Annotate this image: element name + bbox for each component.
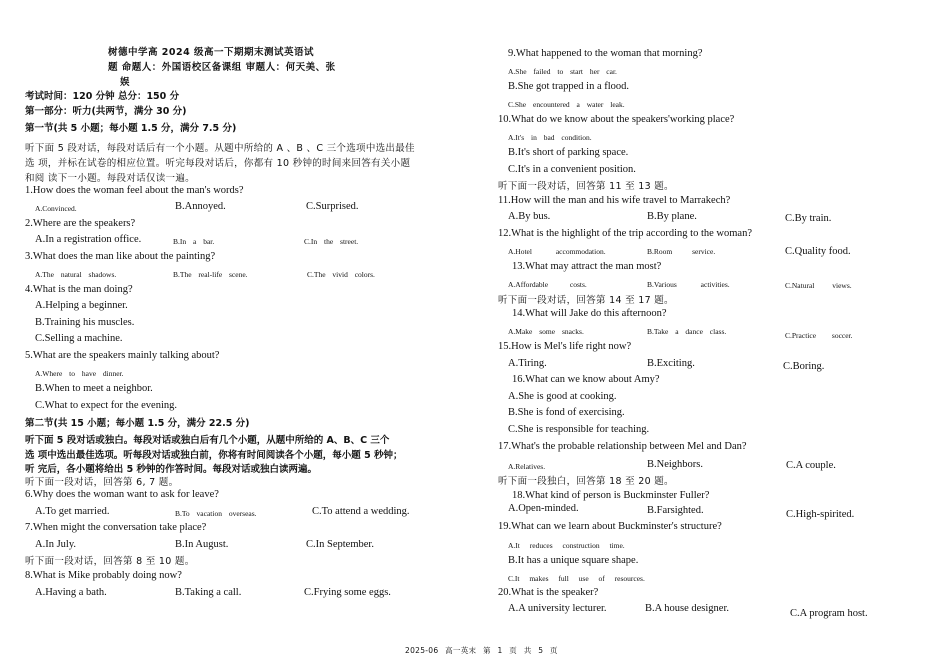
question-stem: 1.How does the woman feel about the man's words? — [25, 185, 244, 196]
question-stem: 15.How is Mel's life right now? — [498, 341, 632, 352]
option-b: B.Various activities. — [647, 280, 730, 289]
option-c: C.In the street. — [304, 237, 359, 246]
option-a: A.Convinced. — [35, 204, 77, 213]
question-stem: 11.How will the man and his wife travel to Marrakech? — [498, 195, 731, 206]
section1-instruction: 和阅 读下一小题。每段对话仅读一遍。 — [25, 173, 195, 184]
question-stem: 17.What's the probable relationship between Mel and Dan? — [498, 441, 747, 452]
option-b: B.Farsighted. — [647, 505, 704, 516]
option-b: B.She got trapped in a flood. — [508, 81, 630, 92]
option-a: A.Affordable costs. — [508, 280, 587, 289]
option-a: A.She failed to start her car. — [508, 67, 617, 76]
option-c: C.Natural views. — [785, 281, 852, 290]
option-a: A.Make some snacks. — [508, 327, 584, 336]
option-a: A.The natural shadows. — [35, 270, 117, 279]
listening-note: 听下面一段独白，回答第 18 至 20 题。 — [498, 476, 674, 487]
option-a: A.Hotel accommodation. — [508, 247, 606, 256]
question-stem: 16.What can we know about Amy? — [512, 374, 660, 385]
option-a: A.It reduces construction time. — [508, 541, 625, 550]
option-a: A.Open-minded. — [508, 503, 579, 514]
exam-title-authors-cont: 娱 — [120, 77, 131, 88]
option-a: A.Having a bath. — [35, 587, 107, 598]
option-c: C.A program host. — [790, 608, 868, 619]
option-b: B.Exciting. — [647, 358, 695, 369]
option-a: A.Tiring. — [508, 358, 547, 369]
listening-note: 听下面一段对话，回答第 11 至 13 题。 — [498, 181, 674, 192]
option-a: A.Where to have dinner. — [35, 369, 124, 378]
question-stem: 7.When might the conversation take place? — [25, 522, 207, 533]
question-stem: 14.What will Jake do this afternoon? — [512, 308, 667, 319]
option-c: C.She is responsible for teaching. — [508, 424, 650, 435]
listening-note: 听下面一段对话，回答第 14 至 17 题。 — [498, 295, 674, 306]
option-c: C.Selling a machine. — [35, 333, 123, 344]
question-stem: 13.What may attract the man most? — [512, 261, 662, 272]
option-c: C.She encountered a water leak. — [508, 100, 625, 109]
exam-info: 考试时间：120 分钟 总分：150 分 — [25, 91, 180, 102]
option-c: C.Frying some eggs. — [304, 587, 391, 598]
question-stem: 2.Where are the speakers? — [25, 218, 136, 229]
option-b: B.It's short of parking space. — [508, 147, 629, 158]
option-a: A.It's in bad condition. — [508, 133, 592, 142]
option-a: A.Helping a beginner. — [35, 300, 128, 311]
question-stem: 20.What is the speaker? — [498, 587, 599, 598]
section2-heading: 第二节(共 15 小题；每小题 1.5 分，满分 22.5 分) — [25, 418, 250, 429]
option-c: C.By train. — [785, 213, 832, 224]
option-b: B.In August. — [175, 539, 229, 550]
option-b: B.To vacation overseas. — [175, 509, 257, 518]
option-b: B.In a bar. — [173, 237, 215, 246]
option-b: B.It has a unique square shape. — [508, 555, 639, 566]
option-c: C.A couple. — [786, 460, 836, 471]
part1-heading: 第一部分：听力(共两节，满分 30 分) — [25, 106, 187, 117]
listening-note: 听下面一段对话，回答第 8 至 10 题。 — [25, 556, 195, 567]
option-c: C.Boring. — [783, 361, 825, 372]
option-b: B.Neighbors. — [647, 459, 703, 470]
option-b: B.Take a dance class. — [647, 327, 727, 336]
option-a: A.Relatives. — [508, 462, 546, 471]
option-c: C.The vivid colors. — [307, 270, 375, 279]
page-footer: 2025-06 高一英末 第 1 页 共 5 页 — [405, 646, 558, 655]
option-b: B.Annoyed. — [175, 201, 226, 212]
option-c: C.High-spirited. — [786, 509, 855, 520]
section1-instruction: 选 项，并标在试卷的相应位置。听完每段对话后，你都有 10 秒钟的时间来回答有关小题 — [25, 158, 411, 169]
section2-instruction: 选 项中选出最佳选项。听每段对话或独白前，你将有时间阅读各个小题，每小题 5 秒钟； — [25, 450, 403, 461]
question-stem: 9.What happened to the woman that morning? — [508, 48, 703, 59]
option-a: A.To get married. — [35, 506, 110, 517]
option-c: C.Quality food. — [785, 246, 851, 257]
option-c: C.Surprised. — [306, 201, 359, 212]
option-c: C.To attend a wedding. — [312, 506, 410, 517]
question-stem: 10.What do we know about the speakers'working place? — [498, 114, 735, 125]
option-b: B.The real-life scene. — [173, 270, 248, 279]
question-stem: 18.What kind of person is Buckminster Fuller? — [512, 490, 710, 501]
option-b: B.By plane. — [647, 211, 697, 222]
exam-title: 树德中学高 2024 级高一下期期末测试英语试 — [108, 47, 315, 58]
option-b: B.A house designer. — [645, 603, 729, 614]
option-c: C.Practice soccer. — [785, 331, 853, 340]
section2-instruction: 听 完后，各小题将给出 5 秒钟的作答时间。每段对话或独白读两遍。 — [25, 464, 318, 475]
option-a: A.In July. — [35, 539, 77, 550]
option-c: C.What to expect for the evening. — [35, 400, 177, 411]
option-a: A.She is good at cooking. — [508, 391, 617, 402]
option-c: C.In September. — [306, 539, 374, 550]
section2-instruction: 听下面 5 段对话或独白。每段对话或独白后有几个小题，从题中所给的 A、B、C 三个 — [25, 435, 390, 446]
question-stem: 6.Why does the woman want to ask for leave? — [25, 489, 219, 500]
question-stem: 8.What is Mike probably doing now? — [25, 570, 182, 581]
question-stem: 4.What is the man doing? — [25, 284, 133, 295]
question-stem: 5.What are the speakers mainly talking about? — [25, 350, 220, 361]
question-stem: 3.What does the man like about the painting? — [25, 251, 216, 262]
listening-note: 听下面一段对话，回答第 6, 7 题。 — [25, 477, 179, 488]
exam-title-authors: 题 命题人：外国语校区备课组 审题人：何天美、张 — [108, 62, 336, 73]
option-b: B.She is fond of exercising. — [508, 407, 625, 418]
option-b: B.Room service. — [647, 247, 716, 256]
option-b: B.When to meet a neighbor. — [35, 383, 153, 394]
option-a: A.A university lecturer. — [508, 603, 607, 614]
section1-heading: 第一节(共 5 小题；每小题 1.5 分，满分 7.5 分) — [25, 123, 237, 134]
option-a: A.In a registration office. — [35, 234, 142, 245]
section1-instruction: 听下面 5 段对话，每段对话后有一个小题。从题中所给的 A 、B 、C 三个选项中选出最佳 — [25, 143, 415, 154]
option-b: B.Training his muscles. — [35, 317, 135, 328]
question-stem: 12.What is the highlight of the trip according to the woman? — [498, 228, 752, 239]
question-stem: 19.What can we learn about Buckminster's structure? — [498, 521, 722, 532]
option-c: C.It makes full use of resources. — [508, 574, 645, 583]
option-b: B.Taking a call. — [175, 587, 242, 598]
option-a: A.By bus. — [508, 211, 551, 222]
option-c: C.It's in a convenient position. — [508, 164, 636, 175]
